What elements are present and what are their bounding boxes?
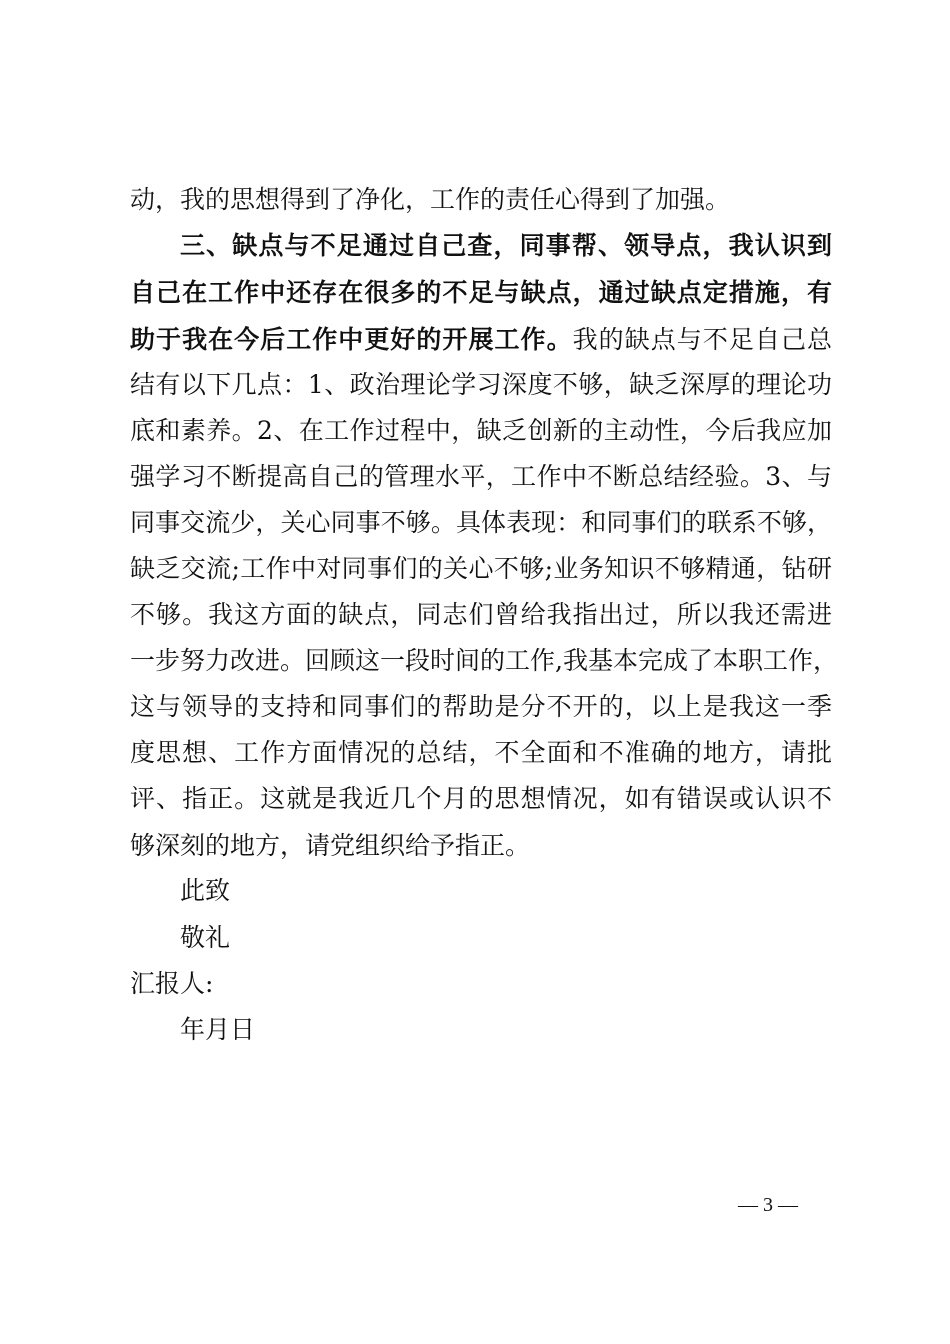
line-text: 够深刻的地方，请党组织给予指正。 [130, 831, 531, 860]
salutation: 此致 [180, 876, 231, 905]
body-line [130, 185, 832, 215]
line-text: 我的缺点与不足自己总 [572, 325, 832, 354]
date-line: 年月日 [180, 1015, 256, 1044]
section-heading-line [130, 278, 832, 308]
bold-text: 三、缺点与不足通过自己查，同事帮、领导点，我认识到 [180, 231, 832, 260]
regards: 敬礼 [180, 923, 231, 952]
body-line [130, 646, 838, 676]
line-text: 底和素养。2、在工作过程中，缺乏创新的主动性，今后我应加 [130, 416, 832, 445]
body-line [130, 325, 832, 355]
line-text: 这与领导的支持和同事们的帮助是分不开的，以上是我这一季 [130, 692, 832, 721]
line-text: 度思想、工作方面情况的总结，不全面和不准确的地方，请批 [130, 738, 832, 767]
body-line [130, 462, 832, 492]
body-line [130, 784, 832, 814]
bold-text: 助于我在今后工作中更好的开展工作。 [130, 325, 573, 354]
line-text: 评、指正。这就是我近几个月的思想情况，如有错误或认识不 [130, 784, 832, 813]
line-text: 不够。我这方面的缺点，同志们曾给我指出过，所以我还需进 [130, 600, 832, 629]
body-line [130, 600, 832, 630]
body-line [130, 554, 832, 584]
section-heading-line [180, 231, 832, 261]
body-line [130, 416, 832, 446]
line-text: 缺乏交流;工作中对同事们的关心不够;业务知识不够精通，钻研 [130, 554, 832, 583]
line-text: 动，我的思想得到了净化，工作的责任心得到了加强。 [130, 185, 731, 214]
body-line [130, 692, 832, 722]
line-text: 结有以下几点：1、政治理论学习深度不够，缺乏深厚的理论功 [130, 370, 832, 399]
body-line [130, 370, 832, 400]
bold-text: 自己在工作中还存在很多的不足与缺点，通过缺点定措施，有 [130, 278, 832, 307]
reporter-label: 汇报人: [130, 969, 214, 998]
body-line [130, 508, 832, 538]
body-line [130, 738, 832, 768]
body-line [130, 831, 832, 861]
line-text: 一步努力改进。回顾这一段时间的工作,我基本完成了本职工作， [130, 646, 838, 675]
line-text: 同事交流少，关心同事不够。具体表现：和同事们的联系不够， [130, 508, 832, 537]
line-text: 强学习不断提高自己的管理水平，工作中不断总结经验。3、与 [130, 462, 832, 491]
page-number: — 3 — [738, 1194, 798, 1216]
